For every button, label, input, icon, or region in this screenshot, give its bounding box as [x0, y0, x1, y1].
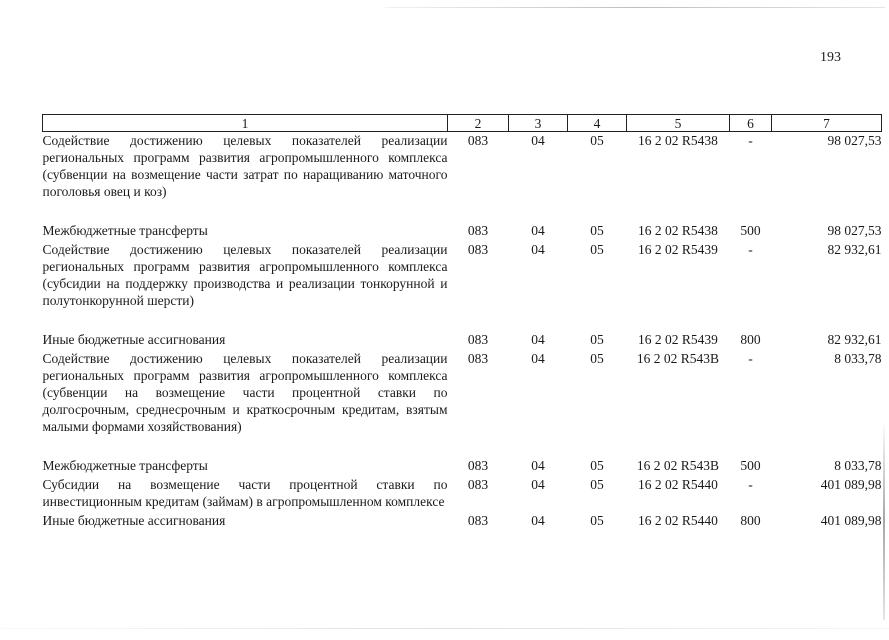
section-code: 04: [531, 351, 545, 366]
row-description: Содействие достижению целевых показателей реализации региональных программ развития агропромышленного комплекса (субвенции на возмещение части затрат по наращиванию маточного поголовья овец и коз): [42, 133, 448, 199]
column-header: 1: [43, 115, 448, 132]
amount-value: 98 027,53: [827, 223, 882, 238]
ministry-code: 083: [467, 351, 489, 366]
column-header: 2: [448, 115, 509, 132]
subsection-code: 05: [590, 332, 604, 347]
table-row: [43, 241, 882, 331]
ministry-code: 083: [467, 332, 489, 347]
column-header: 3: [509, 115, 568, 132]
ministry-code: 083: [467, 133, 489, 148]
amount-value: 401 089,98: [820, 477, 882, 492]
section-code: 04: [531, 133, 545, 148]
expense-type-code: 500: [740, 223, 761, 238]
table-row: [43, 132, 882, 223]
scan-artifact-top: [385, 7, 885, 8]
target-article-code: 16 2 02 R543B: [636, 351, 720, 366]
table-row: [43, 512, 882, 531]
table-row: [43, 222, 882, 241]
ministry-code: 083: [467, 242, 489, 257]
ministry-code: 083: [467, 458, 489, 473]
expense-type-code: 800: [740, 513, 761, 528]
amount-value: 8 033,78: [834, 351, 882, 366]
row-description: Субсидии на возмещение части процентной ставки по инвестиционным кредитам (займам) в агропромышленном комплексе: [42, 477, 448, 509]
target-article-code: 16 2 02 R5438: [638, 223, 718, 238]
row-description: Иные бюджетные ассигнования: [42, 332, 226, 347]
expense-type-code: -: [748, 351, 753, 366]
row-description: Содействие достижению целевых показателей реализации региональных программ развития агропромышленного комплекса (субсидии на поддержку производства и реализации тонкорунной и полутонкорунной шерсти): [42, 242, 448, 308]
row-description: Содействие достижению целевых показателей реализации региональных программ развития агропромышленного комплекса (субвенции на возмещение части процентной ставки по долгосрочным, среднесрочным и краткосрочным кредитам, взятым малыми формами хозяйствования): [42, 351, 448, 434]
table-row: [43, 350, 882, 457]
subsection-code: 05: [590, 223, 604, 238]
ministry-code: 083: [467, 477, 489, 492]
subsection-code: 05: [590, 133, 604, 148]
subsection-code: 05: [590, 477, 604, 492]
ministry-code: 083: [467, 513, 489, 528]
section-code: 04: [531, 332, 545, 347]
subsection-code: 05: [590, 242, 604, 257]
amount-value: 98 027,53: [827, 133, 882, 148]
section-code: 04: [531, 242, 545, 257]
section-code: 04: [531, 458, 545, 473]
table-row: [43, 457, 882, 476]
amount-value: 401 089,98: [820, 513, 882, 528]
target-article-code: 16 2 02 R5439: [638, 332, 718, 347]
ministry-code: 083: [467, 223, 489, 238]
subsection-code: 05: [590, 513, 604, 528]
target-article-code: 16 2 02 R5440: [638, 477, 718, 492]
expense-type-code: 500: [740, 458, 761, 473]
budget-table: [42, 114, 882, 531]
row-description: Межбюджетные трансферты: [42, 458, 208, 473]
target-article-code: 16 2 02 R543B: [636, 458, 720, 473]
column-header: 5: [627, 115, 730, 132]
expense-type-code: -: [748, 242, 753, 257]
amount-value: 82 932,61: [827, 332, 882, 347]
expense-type-code: 800: [740, 332, 761, 347]
target-article-code: 16 2 02 R5439: [638, 242, 718, 257]
amount-value: 8 033,78: [834, 458, 882, 473]
page-number: 193: [820, 50, 841, 65]
scan-artifact-edge: [883, 420, 885, 620]
section-code: 04: [531, 477, 545, 492]
table-row: [43, 331, 882, 350]
row-description: Межбюджетные трансферты: [42, 223, 208, 238]
column-header: 4: [568, 115, 627, 132]
expense-type-code: -: [748, 477, 753, 492]
section-code: 04: [531, 513, 545, 528]
subsection-code: 05: [590, 351, 604, 366]
amount-value: 82 932,61: [827, 242, 882, 257]
column-number-row: [43, 115, 882, 132]
row-description: Иные бюджетные ассигнования: [42, 513, 226, 528]
column-header: 6: [730, 115, 772, 132]
column-header: 7: [772, 115, 882, 132]
table-row: [43, 476, 882, 512]
target-article-code: 16 2 02 R5438: [638, 133, 718, 148]
expense-type-code: -: [748, 133, 753, 148]
target-article-code: 16 2 02 R5440: [638, 513, 718, 528]
section-code: 04: [531, 223, 545, 238]
scan-artifact-bottom: [0, 628, 889, 629]
subsection-code: 05: [590, 458, 604, 473]
